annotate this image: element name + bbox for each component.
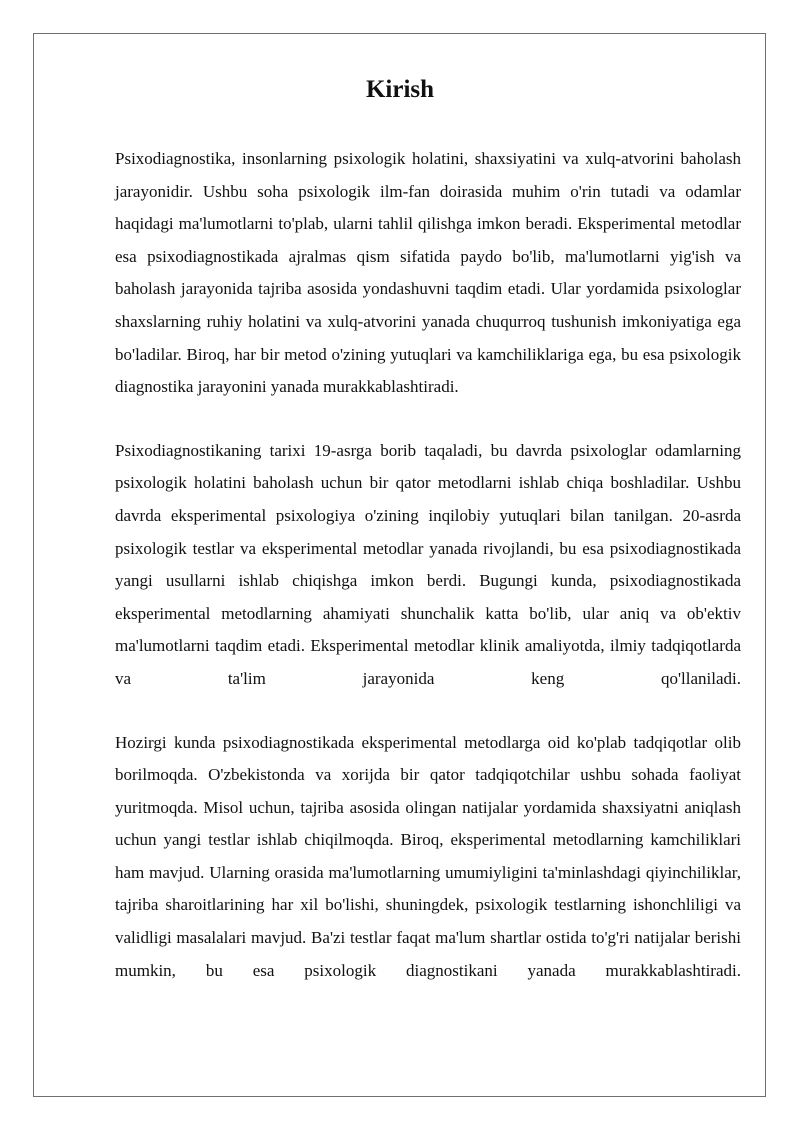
document-body bbox=[115, 143, 741, 1018]
paragraph-history: Psixodiagnostikaning tarixi 19-asrga borib taqaladi, bu davrda psixologlar odamlarning psixologik holatini baholash uchun bir qator metodlarni ishlab chiqa boshladilar. Ushbu davrda eksperimental psixologiya o'zining inqilobiy yutuqlari bilan tanilgan. 20-asrda psixologik testlar va eksperimental metodlar yanada rivojlandi, bu esa psixodiagnostikada yangi usullarni ishlab chiqishga imkon berdi. Bugungi kunda, psixodiagnostikada eksperimental metodlarning ahamiyati shunchalik katta bo'lib, ular aniq va ob'ektiv ma'lumotlarni taqdim etadi. Eksperimental metodlar klinik amaliyotda, ilmiy tadqiqotlarda va ta'lim jarayonida keng qo'llaniladi. bbox=[115, 440, 741, 688]
paragraph-current-research: Hozirgi kunda psixodiagnostikada eksperimental metodlarga oid ko'plab tadqiqotlar olib borilmoqda. O'zbekistonda va xorijda bir qator tadqiqotchilar ushbu sohada faoliyat yuritmoqda. Misol uchun, tajriba asosida olingan natijalar yordamida shaxsiyatni aniqlash uchun yangi testlar ishlab chiqilmoqda. Biroq, eksperimental metodlarning kamchiliklari ham mavjud. Ularning orasida ma'lumotlarning umumiyligini ta'minlashdagi qiyinchiliklar, tajriba sharoitlarining har xil bo'lishi, shuningdek, psixologik testlarning ishonchliligi va validligi masalalari mavjud. Ba'zi testlar faqat ma'lum shartlar ostida to'g'ri natijalar berishi mumkin, bu esa psixologik diagnostikani yanada murakkablashtiradi. bbox=[115, 732, 741, 980]
page-title: Kirish bbox=[365, 76, 435, 103]
paragraph-intro: Psixodiagnostika, insonlarning psixologik holatini, shaxsiyatini va xulq-atvorini baholash jarayonidir. Ushbu soha psixologik ilm-fan doirasida muhim o'rin tutadi va odamlar haqidagi ma'lumotlarni to'plab, ularni tahlil qilishga imkon beradi. Eksperimental metodlar esa psixodiagnostikada ajralmas qism sifatida paydo bo'lib, ma'lumotlarni yig'ish va baholash jarayonida tajriba asosida yondashuvni taqdim etadi. Ular yordamida psixologlar shaxslarning ruhiy holatini va xulq-atvorini yanada chuqurroq tushunish imkoniyatiga ega bo'ladilar. Biroq, har bir metod o'zining yutuqlari va kamchiliklariga ega, bu esa psixologik diagnostika jarayonini yanada murakkablashtiradi. bbox=[115, 149, 741, 397]
